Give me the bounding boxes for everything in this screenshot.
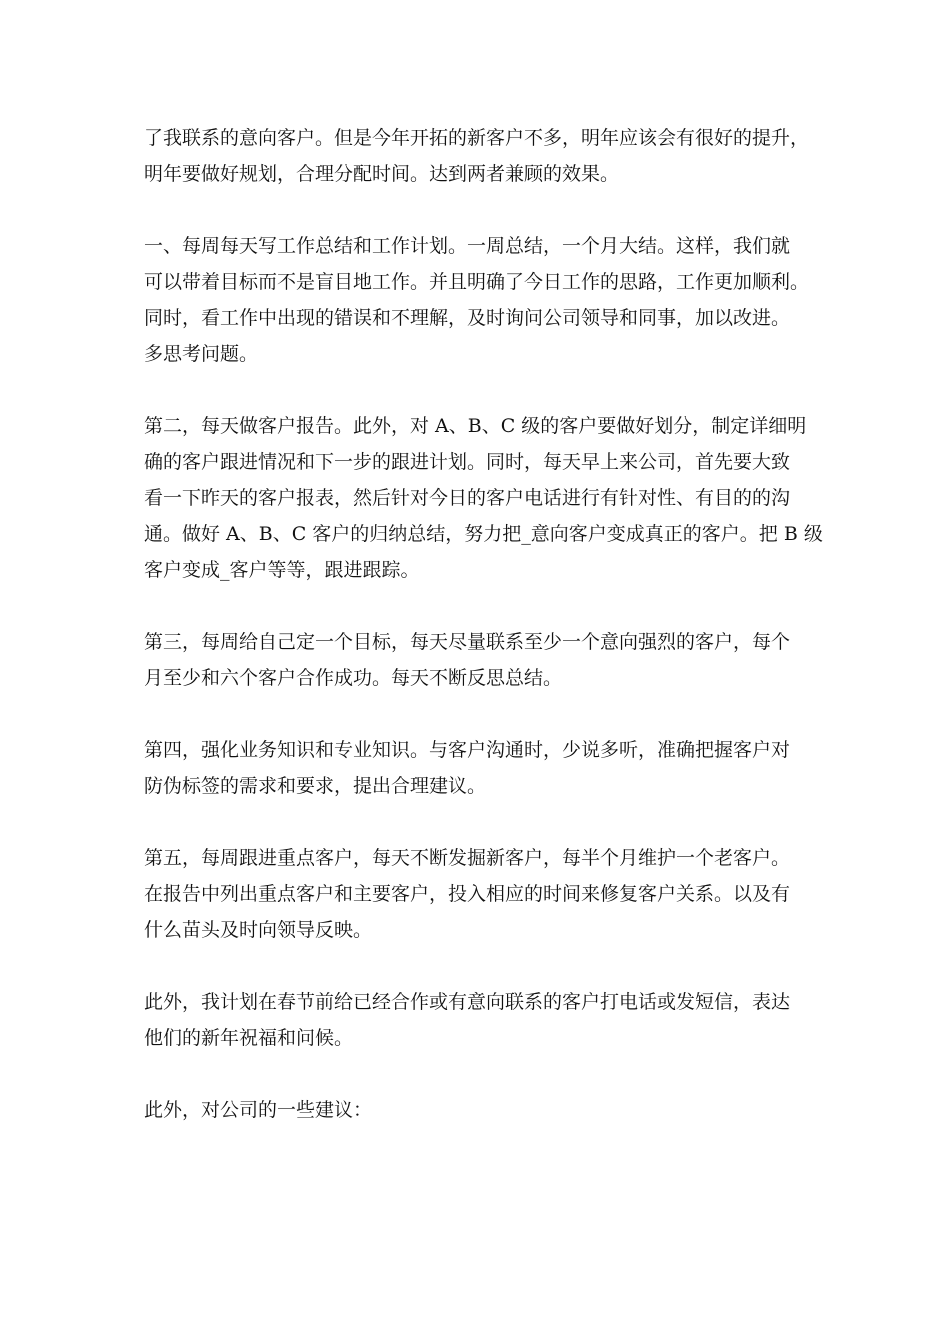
text-line: 通。做好 A、B、C 客户的归纳总结，努力把_意向客户变成真正的客户。把 B 级 [144, 523, 823, 545]
text-line: 第五，每周跟进重点客户，每天不断发掘新客户，每半个月维护一个老客户。 [144, 847, 791, 869]
text-line: 可以带着目标而不是盲目地工作。并且明确了今日工作的思路，工作更加顺利。 [144, 271, 810, 293]
document-body [144, 120, 823, 1164]
text-line: 此外，我计划在春节前给已经合作或有意向联系的客户打电话或发短信，表达 [144, 991, 791, 1013]
paragraph-8 [144, 1092, 814, 1128]
text-line: 确的客户跟进情况和下一步的跟进计划。同时，每天早上来公司，首先要大致 [144, 451, 791, 473]
text-line: 了我联系的意向客户。但是今年开拓的新客户不多，明年应该会有很好的提升， [144, 127, 810, 149]
text-line: 明年要做好规划，合理分配时间。达到两者兼顾的效果。 [144, 163, 620, 185]
text-line: 第四，强化业务知识和专业知识。与客户沟通时，少说多听，准确把握客户对 [144, 739, 791, 761]
text-line: 客户变成_客户等等，跟进跟踪。 [144, 559, 420, 581]
paragraph-3 [144, 408, 823, 588]
paragraph-2 [144, 228, 814, 372]
text-line: 在报告中列出重点客户和主要客户，投入相应的时间来修复客户关系。以及有 [144, 883, 791, 905]
text-line: 第三，每周给自己定一个目标，每天尽量联系至少一个意向强烈的客户，每个 [144, 631, 791, 653]
paragraph-5 [144, 732, 814, 804]
text-line: 一、每周每天写工作总结和工作计划。一周总结，一个月大结。这样，我们就 [144, 235, 791, 257]
paragraph-7 [144, 984, 814, 1056]
paragraph-6 [144, 840, 814, 948]
text-line: 同时，看工作中出现的错误和不理解，及时询问公司领导和同事，加以改进。 [144, 307, 791, 329]
paragraph-4 [144, 624, 814, 696]
text-line: 此外，对公司的一些建议： [144, 1099, 373, 1121]
text-line: 看一下昨天的客户报表，然后针对今日的客户电话进行有针对性、有目的的沟 [144, 487, 791, 509]
text-line: 防伪标签的需求和要求，提出合理建议。 [144, 775, 487, 797]
text-line: 多思考问题。 [144, 343, 259, 365]
text-line: 他们的新年祝福和问候。 [144, 1027, 354, 1049]
text-line: 月至少和六个客户合作成功。每天不断反思总结。 [144, 667, 563, 689]
text-line: 什么苗头及时向领导反映。 [144, 919, 373, 941]
paragraph-1 [144, 120, 814, 192]
text-line: 第二，每天做客户报告。此外，对 A、B、C 级的客户要做好划分，制定详细明 [144, 415, 807, 437]
